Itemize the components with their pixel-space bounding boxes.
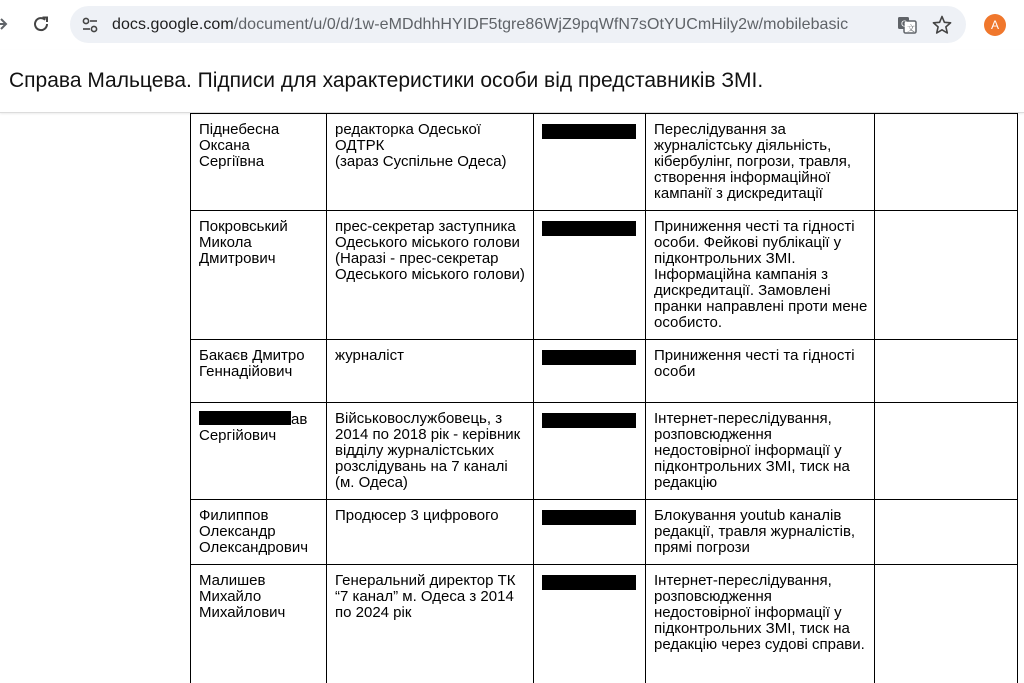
redaction-bar [542, 350, 636, 365]
position-cell: Генеральний директор ТК “7 канал” м. Одеса з 2014 по 2024 рік [327, 565, 534, 683]
name-cell: Филиппов Олександр Олександрович [191, 500, 327, 565]
document-title: Справа Мальцева. Підписи для характеристики особи від представників ЗМІ. [9, 69, 764, 92]
document-body [0, 113, 1024, 683]
svg-text:文: 文 [907, 24, 915, 33]
empty-cell [875, 565, 1018, 683]
site-info-icon[interactable] [79, 14, 101, 36]
description-cell: Інтернет-переслідування, розповсюдження недостовірної інформації у підконтрольних ЗМІ, тиск на редакцію [646, 403, 875, 500]
people-table [190, 113, 1018, 683]
description-cell: Інтернет-переслідування, розповсюдження недостовірної інформації у підконтрольних ЗМІ, тиск на редакцію через судові справи. [646, 565, 875, 683]
contact-cell [534, 565, 646, 683]
url-path: /document/u/0/d/1w-eMDdhhHYIDF5tgre86WjZ9pqWfN7sOtYUCmHily2w/mobilebasic [233, 16, 849, 33]
forward-icon[interactable] [0, 13, 10, 35]
position-cell: Продюсер 3 цифрового [327, 500, 534, 565]
url-host: docs.google.com [112, 16, 234, 33]
empty-cell [875, 403, 1018, 500]
empty-cell [875, 500, 1018, 565]
description-cell: Приниження честі та гідності особи. Фейкові публікації у підконтрольних ЗМІ. Інформаційна кампанія з дискредитації. Замовлені пранки направлені проти мене особисто. [646, 211, 875, 340]
contact-cell [534, 340, 646, 403]
position-cell: прес-секретар заступника Одеського міського голови (Наразі - прес-секретар Одеського міського голови) [327, 211, 534, 340]
contact-cell [534, 114, 646, 211]
redaction-bar [542, 575, 636, 590]
name-cell: Покровський Микола Дмитрович [191, 211, 327, 340]
contact-cell [534, 500, 646, 565]
table-row [191, 340, 1018, 403]
redaction-bar [542, 413, 636, 428]
redaction-bar [542, 221, 636, 236]
profile-avatar[interactable]: A [984, 14, 1006, 36]
name-cell: Малишев Михайло Михайлович [191, 565, 327, 683]
empty-cell [875, 211, 1018, 340]
name-suffix: ав [291, 411, 308, 428]
table-row [191, 500, 1018, 565]
translate-icon[interactable] [896, 14, 918, 36]
document-header [0, 50, 1024, 113]
redaction-bar [542, 510, 636, 525]
name-cell: Піднебесна Оксана Сергіївна [191, 114, 327, 211]
position-cell: журналіст [327, 340, 534, 403]
empty-cell [875, 114, 1018, 211]
description-cell: Блокування youtub каналів редакції, травля журналістів, прямі погрози [646, 500, 875, 565]
reload-icon[interactable] [30, 13, 52, 35]
redaction-bar [199, 411, 291, 425]
table-row [191, 211, 1018, 340]
redaction-bar [542, 124, 636, 139]
contact-cell [534, 403, 646, 500]
bookmark-star-icon[interactable] [931, 14, 953, 36]
table-row [191, 565, 1018, 683]
name-rest: Сергійович [199, 427, 277, 444]
table-row [191, 403, 1018, 500]
position-cell: редакторка Одеської ОДТРК (зараз Суспільне Одеса) [327, 114, 534, 211]
contact-cell [534, 211, 646, 340]
address-bar[interactable] [70, 6, 966, 43]
empty-cell [875, 340, 1018, 403]
description-cell: Переслідування за журналістську діяльність, кібербулінг, погрози, травля, створення інформаційної кампанії з дискредитації [646, 114, 875, 211]
url-text[interactable] [112, 16, 848, 34]
svg-text:G: G [901, 19, 908, 29]
position-cell: Військовослужбовець, з 2014 по 2018 рік - керівник відділу журналістських розслідувань на 7 каналі (м. Одеса) [327, 403, 534, 500]
description-cell: Приниження честі та гідності особи [646, 340, 875, 403]
name-cell: Бакаєв Дмитро Геннадійович [191, 340, 327, 403]
browser-toolbar [0, 0, 1024, 50]
table-row [191, 114, 1018, 211]
name-cell [191, 403, 327, 500]
